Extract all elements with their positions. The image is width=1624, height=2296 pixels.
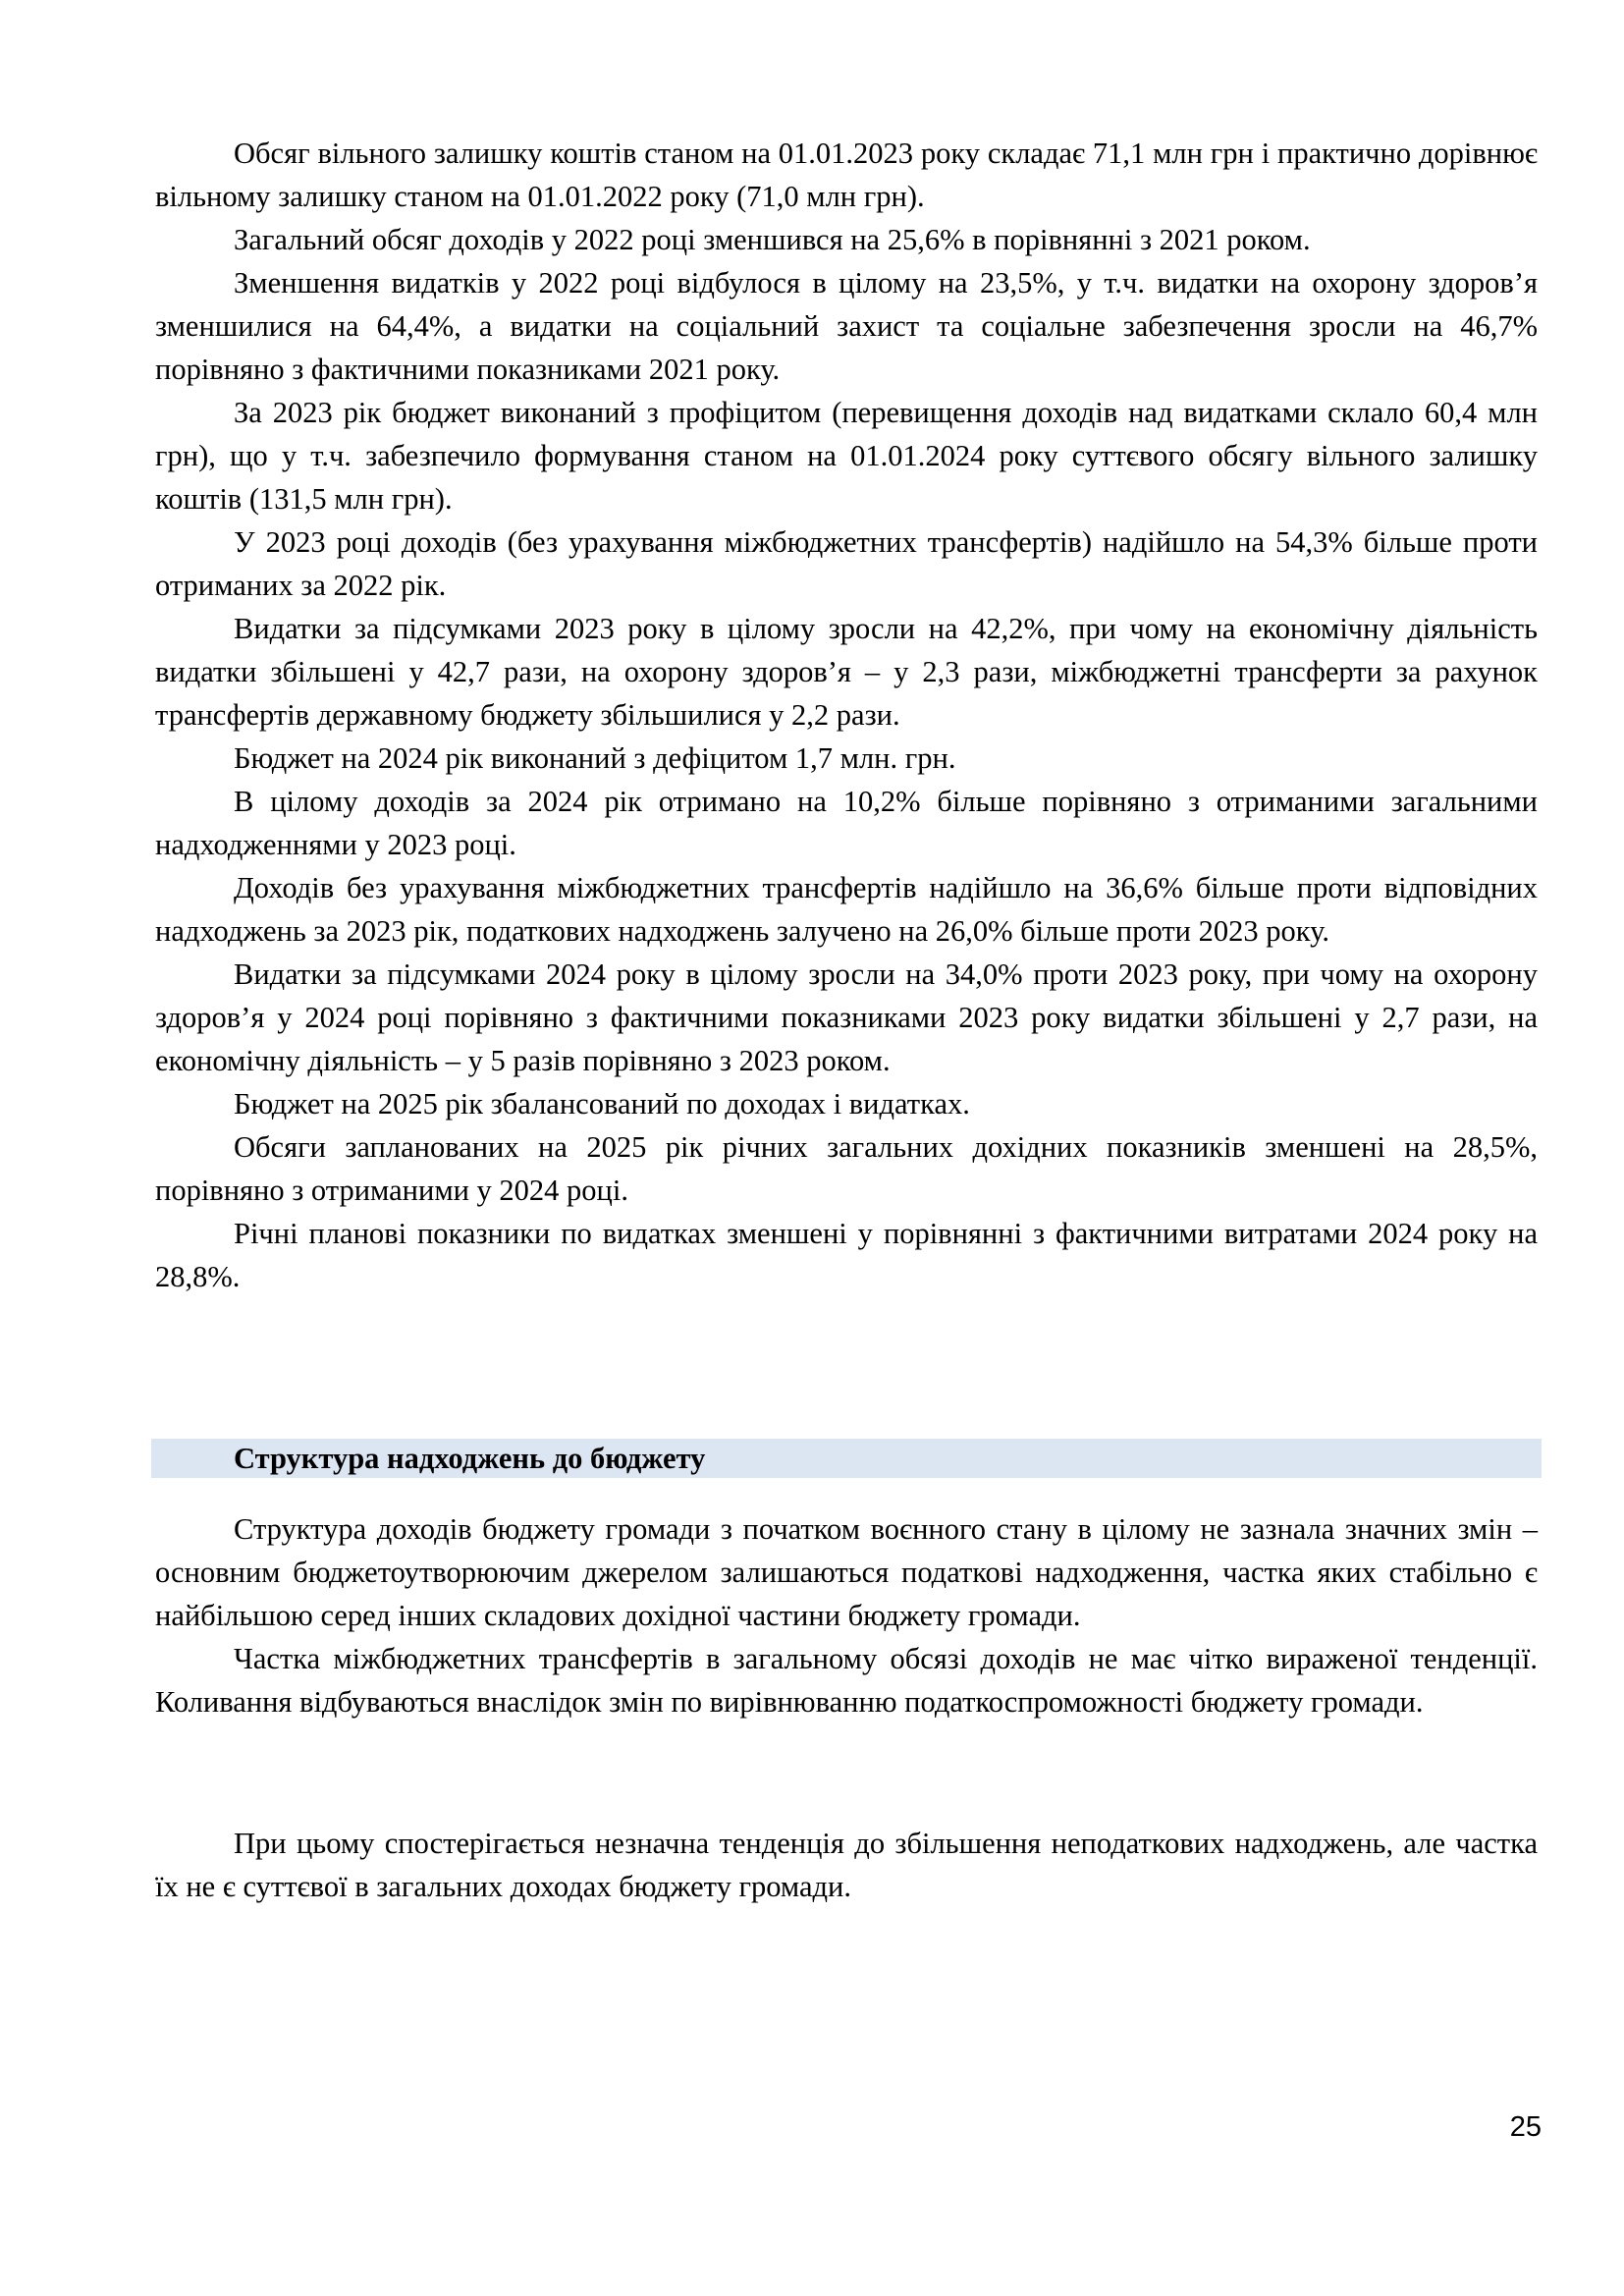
paragraph: Бюджет на 2024 рік виконаний з дефіцитом 1,7 млн. грн.	[234, 741, 956, 775]
paragraph: У 2023 році доходів (без урахування міжбюджетних трансфертів) надійшло на 54,3% більше проти отриманих за 2022 рік.	[155, 525, 1538, 602]
paragraph: Загальний обсяг доходів у 2022 році зменшився на 25,6% в порівнянні з 2021 роком.	[234, 223, 1311, 256]
paragraph: Бюджет на 2025 рік збалансований по доходах і видатках.	[234, 1087, 970, 1121]
paragraph: Обсяг вільного залишку коштів станом на 01.01.2023 року складає 71,1 млн грн і практично дорівнює вільному залишку станом на 01.01.2022 року (71,0 млн грн).	[155, 137, 1538, 213]
paragraph: Зменшення видатків у 2022 році відбулося в цілому на 23,5%, у т.ч. видатки на охорону здоров’я зменшилися на 64,4%, а видатки на соціальний захист та соціальне забезпечення зросли на 46,7% порівняно з фактичними показниками 2021 року.	[155, 266, 1538, 386]
section-heading-bar	[151, 1439, 1542, 1478]
paragraph: Структура доходів бюджету громади з початком воєнного стану в цілому не зазнала значних змін – основним бюджетоутворюючим джерелом залишаються податкові надходження, частка яких стабільно є найбільшою серед інших складових дохідної частини бюджету громади.	[155, 1512, 1538, 1632]
paragraph: В цілому доходів за 2024 рік отримано на 10,2% більше порівняно з отриманими загальними надходженнями у 2023 році.	[155, 785, 1538, 861]
paragraph: За 2023 рік бюджет виконаний з профіцитом (перевищення доходів над видатками склало 60,4 млн грн), що у т.ч. забезпечило формування станом на 01.01.2024 року суттєвого обсягу вільного залишку коштів (131,5 млн грн).	[155, 396, 1538, 516]
paragraph: Обсяги запланованих на 2025 рік річних загальних дохідних показників зменшені на 28,5%, порівняно з отриманими у 2024 році.	[155, 1130, 1538, 1207]
body-text	[155, 132, 1538, 1298]
paragraph: Видатки за підсумками 2024 року в цілому зросли на 34,0% проти 2023 року, при чому на охорону здоров’я у 2024 році порівняно з фактичними показниками 2023 року видатки збільшені у 2,7 рази, на економічну діяльність – у 5 разів порівняно з 2023 роком.	[155, 957, 1538, 1077]
page-number: 25	[1509, 2111, 1542, 2143]
paragraph: Видатки за підсумками 2023 року в цілому зросли на 42,2%, при чому на економічну діяльність видатки збільшені у 42,7 рази, на охорону здоров’я – у 2,3 рази, міжбюджетні трансферти за рахунок трансфертів державному бюджету збільшилися у 2,2 рази.	[155, 612, 1538, 732]
paragraph: Річні планові показники по видатках зменшені у порівнянні з фактичними витратами 2024 року на 28,8%.	[155, 1217, 1538, 1293]
section-body-text	[155, 1507, 1538, 1723]
paragraph: Частка міжбюджетних трансфертів в загальному обсязі доходів не має чітко вираженої тенденції. Коливання відбуваються внаслідок змін по вирівнюванню податкоспроможності бюджету громади.	[155, 1642, 1538, 1719]
section-body-text-continued	[155, 1822, 1538, 1908]
paragraph: При цьому спостерігається незначна тенденція до збільшення неподаткових надходжень, але частка їх не є суттєвої в загальних доходах бюджету громади.	[155, 1827, 1538, 1903]
section-heading: Структура надходжень до бюджету	[234, 1442, 706, 1475]
paragraph: Доходів без урахування міжбюджетних трансфертів надійшло на 36,6% більше проти відповідних надходжень за 2023 рік, податкових надходжень залучено на 26,0% більше проти 2023 року.	[155, 871, 1538, 948]
